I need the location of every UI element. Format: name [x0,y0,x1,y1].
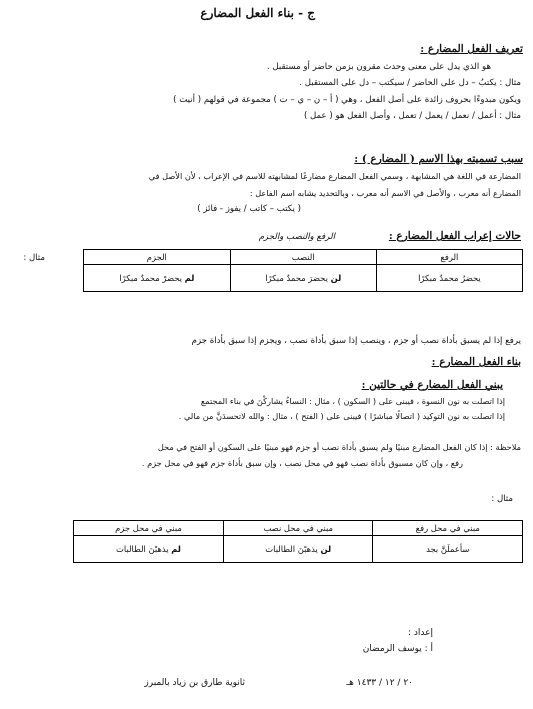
cell-text: سأعملَنَّ بجد [426,544,470,554]
building-note-line-2: رفع ، وإن كان مسبوق بأداة نصب فهو في محل نصب ، وإن سبق بأداة جزم فهو في محل جزم . [141,458,463,468]
table-header-row [84,250,523,265]
table-header-cell: مبني في محل رفع [373,521,523,536]
cell-text: يحضرْ محمدٌ مبكرًا [119,273,185,283]
parsing-heading: حالات إعراب الفعل المضارع : [388,230,521,242]
table-header-cell: مبني في محل نصب [223,521,373,536]
naming-line-1: المضارعة في اللغة هي المشابهة ، وسمي الفعل المضارع مضارعًا لمشابهته للاسم في الإعراب ، لأن الأصل في [148,171,521,181]
table-cell [74,536,224,563]
cell-particle: لن [330,273,342,283]
cell-particle: لن [320,544,332,554]
parsing-example-label: مثال : [23,253,45,263]
cell-particle: لم [171,544,181,554]
table-row [84,265,523,292]
cell-text: يذهبْنَ الطالبات [116,544,172,554]
building-case-2: إذا اتصلت به نون التوكيد ( اتصالًا مباشرًا ) فيبنى على ( الفتح ) ، مثال : والله لاتحسدَنَّ من مالي . [178,411,505,421]
parsing-table [83,249,523,292]
table-cell [230,265,376,292]
building-case-1: إذا اتصلت به نون النسوة ، فيبنى على ( السكون ) ، مثال : النساءُ يشاركْنَ في بناء المجتمع [200,396,505,406]
building-table [73,520,523,563]
footer-date: ٢٠ / ١٢ / ١٤٣٣ هـ [346,678,413,688]
naming-line-2: المضارع أنه معرب ، والأصل في الاسم أنه معرب ، وبالتحديد يشابه اسم الفاعل : [249,188,521,198]
table-header-cell: الجزم [84,250,231,265]
building-note-line-1: ملاحظة : إذا كان الفعل المضارع مبنيًا ولم يسبق بأداة نصب أو جزم فهو مبنيًا على السكون أو الفتح في محل [157,442,521,452]
definition-line-1: هو الذي يدل على معنى وحدث مقرون بزمن حاضر أو مستقبل . [266,62,491,72]
table-header-cell: مبني في محل جزم [74,521,224,536]
parsing-subheading: الرفع والنصب والجزم [258,232,335,242]
parsing-note: يرفع إذا لم يسبق بأداة نصب أو جزم ، وينصب إذا سبق بأداة نصب ، ويجزم إذا سبق بأداة جزم [191,336,521,346]
table-cell [223,536,373,563]
building-subheading: يبني الفعل المضارع في حالتين : [361,379,503,391]
definition-heading: تعريف الفعل المضارع : [420,43,523,55]
table-cell [373,536,523,563]
naming-heading: سبب تسميته بهذا الاسم ( المضارع ) : [354,153,523,165]
building-example-label: مثال : [491,494,513,504]
cell-text: يحضرُ محمدٌ مبكرًا [418,273,481,283]
cell-text: يحضرَ محمدٌ مبكرًا [265,273,331,283]
table-header-cell: الرفع [376,250,522,265]
definition-line-3: ويكون مبدوءًا بحروف زائدة على أصل الفعل ، وهي ( أ – ن – ي – ت ) مجموعة في قولهم ( أنيت ) [173,95,521,105]
table-header-row [74,521,523,536]
table-cell [376,265,522,292]
cell-particle: لم [184,273,195,283]
definition-line-2: مثال : يكتبُ – دل على الحاضر / سيكتب – دل على المستقبل . [299,78,521,88]
definition-line-4: مثال : أعمل / نعمل / يعمل / تعمل ، وأصل الفعل هو ( عمل ) [303,111,521,121]
building-heading: بناء الفعل المضارع : [431,356,521,368]
cell-text: يذهبْنَ الطالبات [265,544,321,554]
page-title: ج - بناء الفعل المضارع [200,6,315,20]
prepared-by-label: إعداد : [408,628,433,638]
table-header-cell: النصب [230,250,376,265]
table-cell [84,265,231,292]
author-name: أ : يوسف الرمضان [362,644,433,654]
naming-line-3: ( يكتب – كاتب / يفوز - فائز ) [197,204,301,214]
table-row [74,536,523,563]
school-name: ثانوية طارق بن زياد بالمبرز [144,678,245,688]
